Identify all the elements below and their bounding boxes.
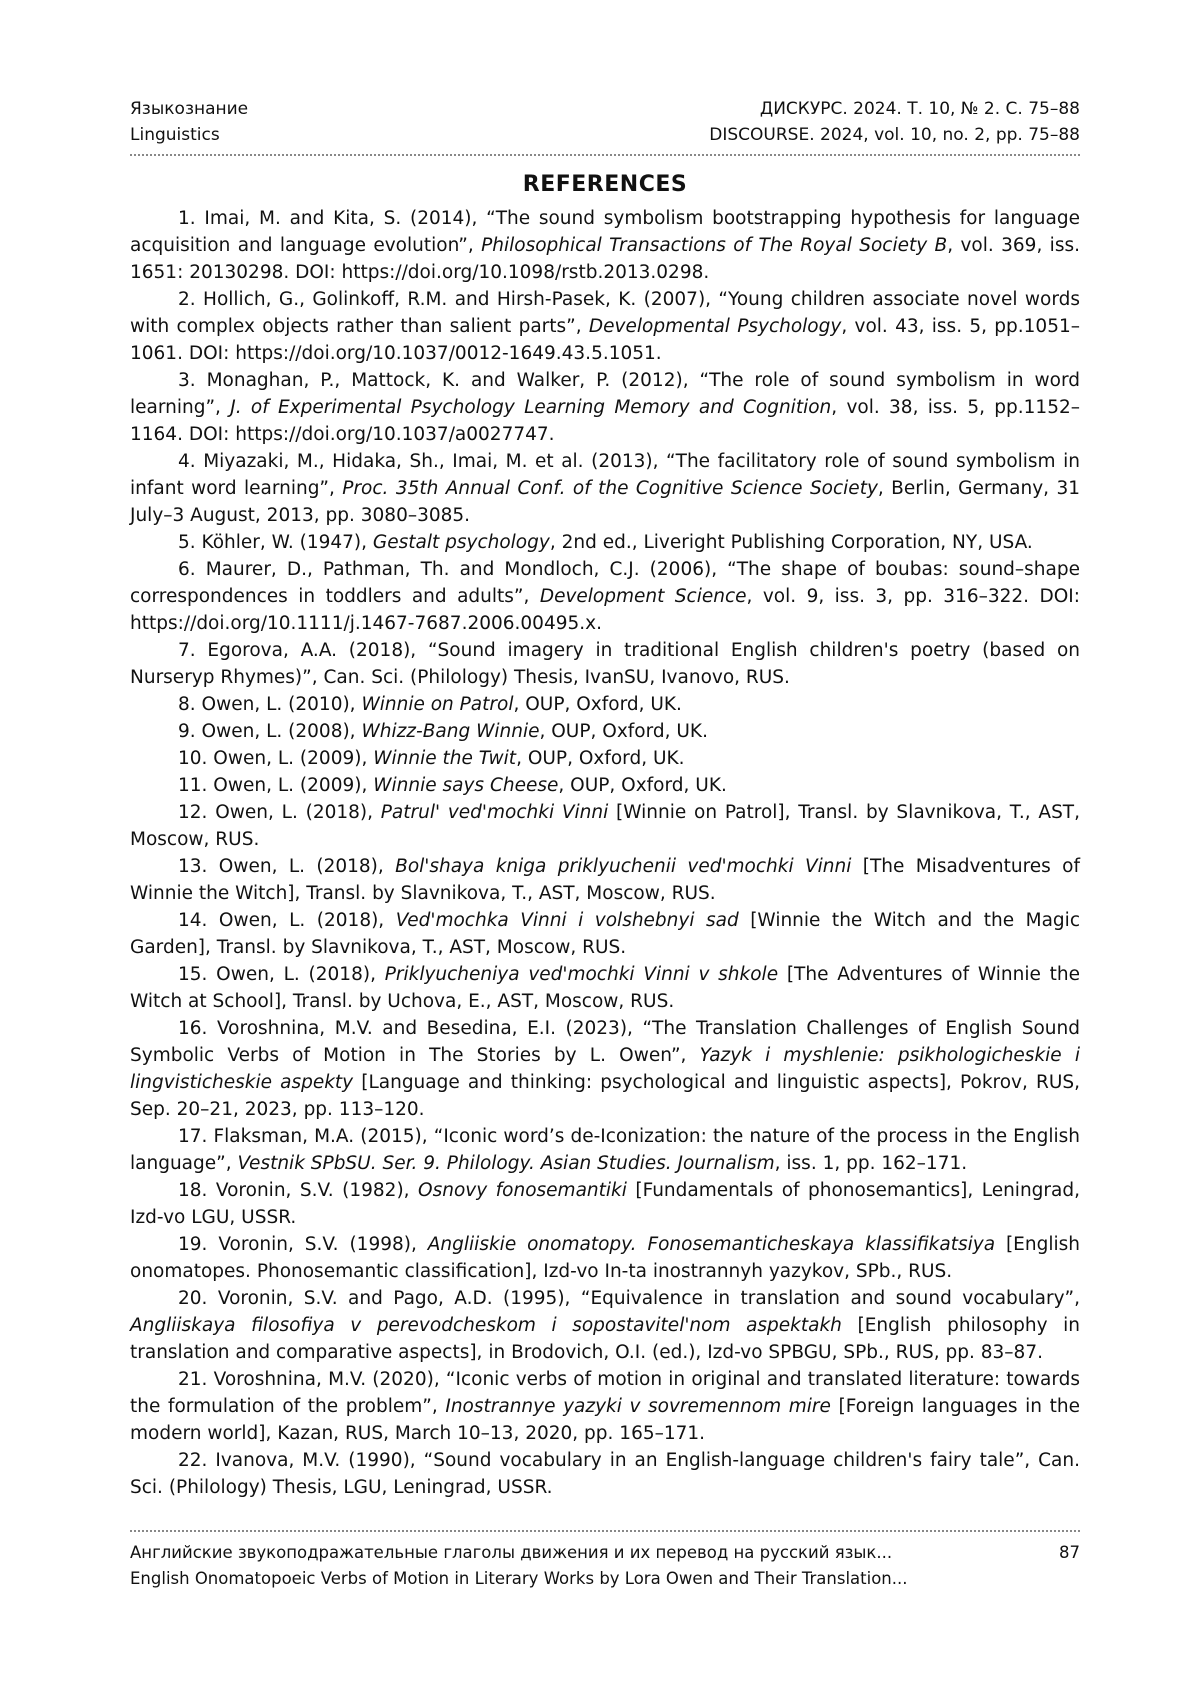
reference-text: [The Misadventures of Winnie the Witch], Transl. by Slavnikova, T., AST, Moscow, RUS. bbox=[130, 856, 1080, 904]
reference-text: 19. Voronin, S.V. (1998), bbox=[178, 1234, 428, 1255]
footer-divider bbox=[130, 1530, 1080, 1532]
reference-source-title: Ved'mochka Vinni i volshebnyi sad bbox=[395, 910, 739, 931]
reference-source-title: Osnovy fonosemantiki bbox=[418, 1180, 627, 1201]
reference-source-title: Angliiskaya filosofiya v perevodcheskom i sopostavitel'nom aspektakh bbox=[130, 1315, 842, 1336]
reference-text: , iss. 1, pp. 162–171. bbox=[774, 1153, 968, 1174]
reference-text: , OUP, Oxford, UK. bbox=[558, 775, 727, 796]
reference-text: [Language and thinking: psychological and linguistic aspects], Pokrov, RUS, Sep. 20–21, 2023, pp. 113–120. bbox=[130, 1072, 1080, 1120]
reference-text: , OUP, Oxford, UK. bbox=[516, 748, 685, 769]
header-divider bbox=[130, 154, 1080, 156]
footer-title-en: English Onomatopoeic Verbs of Motion in Literary Works by Lora Owen and Their Translation... bbox=[130, 1569, 908, 1588]
reference-source-title: Proc. 35th Annual Conf. of the Cognitive Science Society bbox=[342, 478, 878, 499]
reference-source-title: Development Science bbox=[539, 586, 747, 607]
reference-item bbox=[130, 961, 1080, 1015]
section-title: REFERENCES bbox=[522, 172, 688, 197]
reference-item bbox=[130, 691, 1080, 718]
reference-item bbox=[130, 367, 1080, 448]
reference-text: 17. Flaksman, M.A. (2015), “Iconic word’s de-Iconization: the nature of the process in the English language”, bbox=[130, 1126, 1080, 1174]
reference-source-title: Gestalt psychology bbox=[372, 532, 550, 553]
reference-source-title: Developmental Psychology bbox=[588, 316, 842, 337]
reference-source-title: Vestnik SPbSU. Ser. 9. Philology. Asian Studies. Journalism bbox=[237, 1153, 775, 1174]
reference-item bbox=[130, 1285, 1080, 1366]
reference-text: 1. Imai, M. and Kita, S. (2014), “The sound symbolism bootstrapping hypothesis for language acquisition and language evolution”, bbox=[130, 208, 1080, 256]
reference-text: [Winnie on Patrol], Transl. by Slavnikova, T., AST, Moscow, RUS. bbox=[130, 802, 1080, 850]
reference-item bbox=[130, 772, 1080, 799]
reference-text: 14. Owen, L. (2018), bbox=[178, 910, 396, 931]
reference-text: 13. Owen, L. (2018), bbox=[178, 856, 396, 877]
page-number: 87 bbox=[1059, 1543, 1080, 1562]
reference-source-title: Winnie says Cheese bbox=[373, 775, 559, 796]
reference-source-title: Patrul' ved'mochki Vinni bbox=[380, 802, 609, 823]
reference-text: 10. Owen, L. (2009), bbox=[178, 748, 374, 769]
reference-source-title: Inostrannye yazyki v sovremennom mire bbox=[445, 1396, 831, 1417]
reference-item bbox=[130, 1123, 1080, 1177]
reference-text: 11. Owen, L. (2009), bbox=[178, 775, 374, 796]
reference-text: [Winnie the Witch and the Magic Garden], Transl. by Slavnikova, T., AST, Moscow, RUS. bbox=[130, 910, 1080, 958]
header-journal-ru: ДИСКУРС. 2024. Т. 10, № 2. С. 75–88 bbox=[759, 99, 1080, 119]
reference-text: 9. Owen, L. (2008), bbox=[178, 721, 362, 742]
reference-item bbox=[130, 1177, 1080, 1231]
reference-source-title: Bol'shaya kniga priklyuchenii ved'mochki Vinni bbox=[395, 856, 852, 877]
reference-source-title: Philosophical Transactions of The Royal Society B bbox=[481, 235, 948, 256]
reference-item bbox=[130, 556, 1080, 637]
reference-item bbox=[130, 799, 1080, 853]
reference-item bbox=[130, 853, 1080, 907]
header-section-ru: Языкознание bbox=[130, 99, 249, 119]
reference-text: , OUP, Oxford, UK. bbox=[513, 694, 682, 715]
reference-text: [English philosophy in translation and comparative aspects], in Brodovich, O.I. (ed.), Izd-vo SPBGU, SPb., RUS, pp. 83–87. bbox=[130, 1315, 1080, 1363]
reference-item bbox=[130, 637, 1080, 691]
reference-text: 5. Köhler, W. (1947), bbox=[178, 532, 373, 553]
reference-item bbox=[130, 529, 1080, 556]
reference-source-title: Whizz-Bang Winnie bbox=[361, 721, 540, 742]
reference-source-title: Priklyucheniya ved'mochki Vinni v shkole bbox=[384, 964, 779, 985]
reference-text: 8. Owen, L. (2010), bbox=[178, 694, 362, 715]
reference-text: 6. Maurer, D., Pathman, Th. and Mondloch, C.J. (2006), “The shape of boubas: sound–shape correspondences in toddlers and adults”, bbox=[130, 559, 1080, 607]
reference-item bbox=[130, 745, 1080, 772]
reference-source-title: Angliiskie onomatopy. Fonosemanticheskaya klassifikatsiya bbox=[427, 1234, 996, 1255]
reference-text: 7. Egorova, A.A. (2018), “Sound imagery in traditional English children's poetry (based on Nurseryp Rhymes)”, Can. Sci. (Philology) Thesis, IvanSU, Ivanovo, RUS. bbox=[130, 640, 1080, 688]
header-journal-en: DISCOURSE. 2024, vol. 10, no. 2, pp. 75–88 bbox=[709, 125, 1080, 145]
reference-text: , vol. 369, iss. 1651: 20130298. DOI: https://doi.org/10.1098/rstb.2013.0298. bbox=[130, 235, 1080, 283]
reference-text: , 2nd ed., Liveright Publishing Corporation, NY, USA. bbox=[549, 532, 1033, 553]
footer-title-ru: Английские звукоподражательные глаголы движения и их перевод на русский язык... bbox=[130, 1543, 893, 1562]
reference-list bbox=[130, 205, 1080, 1501]
reference-text: [English onomatopes. Phonosemantic classification], Izd-vo In-ta inostrannyh yazykov, SPb., RUS. bbox=[130, 1234, 1080, 1282]
reference-item bbox=[130, 286, 1080, 367]
reference-text: , OUP, Oxford, UK. bbox=[539, 721, 708, 742]
reference-item bbox=[130, 907, 1080, 961]
reference-text: [The Adventures of Winnie the Witch at School], Transl. by Uchova, E., AST, Moscow, RUS. bbox=[130, 964, 1080, 1012]
reference-text: 18. Voronin, S.V. (1982), bbox=[178, 1180, 419, 1201]
reference-text: 2. Hollich, G., Golinkoff, R.M. and Hirsh-Pasek, K. (2007), “Young children associate novel words with complex objects rather than salient parts”, bbox=[130, 289, 1080, 337]
reference-text: 22. Ivanova, M.V. (1990), “Sound vocabulary in an English-language children's fairy tale”, Can. Sci. (Philology) Thesis, LGU, Leningrad, USSR. bbox=[130, 1450, 1080, 1498]
reference-source-title: Winnie on Patrol bbox=[361, 694, 514, 715]
reference-text: 16. Voroshnina, M.V. and Besedina, E.I. (2023), “The Translation Challenges of English Sound Symbolic Verbs of Motion in The Stories by L. Owen”, bbox=[130, 1018, 1080, 1066]
reference-text: , Berlin, Germany, 31 July–3 August, 2013, pp. 3080–3085. bbox=[130, 478, 1080, 526]
reference-text: , vol. 9, iss. 3, pp. 316–322. DOI: https://doi.org/10.1111/j.1467-7687.2006.00495.x. bbox=[130, 586, 1080, 634]
reference-text: [Fundamentals of phonosemantics], Leningrad, Izd-vo LGU, USSR. bbox=[130, 1180, 1080, 1228]
reference-item bbox=[130, 448, 1080, 529]
reference-text: 15. Owen, L. (2018), bbox=[178, 964, 385, 985]
reference-text: , vol. 38, iss. 5, pp.1152–1164. DOI: https://doi.org/10.1037/a0027747. bbox=[130, 397, 1080, 445]
reference-source-title: Yazyk i myshlenie: psikhologicheskie i lingvisticheskie aspekty bbox=[130, 1045, 1080, 1093]
reference-source-title: Winnie the Twit bbox=[373, 748, 517, 769]
reference-item bbox=[130, 1366, 1080, 1447]
reference-item bbox=[130, 205, 1080, 286]
reference-item bbox=[130, 718, 1080, 745]
page-content bbox=[130, 96, 1080, 1501]
reference-text: 3. Monaghan, P., Mattock, K. and Walker, P. (2012), “The role of sound symbolism in word learning”, bbox=[130, 370, 1080, 418]
reference-item bbox=[130, 1447, 1080, 1501]
reference-text: 4. Miyazaki, M., Hidaka, Sh., Imai, M. et al. (2013), “The facilitatory role of sound symbolism in infant word learning”, bbox=[130, 451, 1080, 499]
reference-text: 20. Voronin, S.V. and Pago, A.D. (1995), “Equivalence in translation and sound vocabulary”, bbox=[178, 1288, 1080, 1309]
reference-text: , vol. 43, iss. 5, pp.1051–1061. DOI: https://doi.org/10.1037/0012-1649.43.5.1051. bbox=[130, 316, 1080, 364]
reference-text: [Foreign languages in the modern world], Kazan, RUS, March 10–13, 2020, pp. 165–171. bbox=[130, 1396, 1080, 1444]
reference-item bbox=[130, 1231, 1080, 1285]
running-footer bbox=[130, 1530, 1080, 1592]
running-header bbox=[130, 96, 1080, 148]
reference-source-title: J. of Experimental Psychology Learning Memory and Cognition bbox=[230, 397, 832, 418]
reference-text: 12. Owen, L. (2018), bbox=[178, 802, 381, 823]
reference-item bbox=[130, 1015, 1080, 1123]
header-section-en: Linguistics bbox=[130, 125, 220, 145]
reference-text: 21. Voroshnina, M.V. (2020), “Iconic verbs of motion in original and translated literature: towards the formulation of the problem”, bbox=[130, 1369, 1080, 1417]
